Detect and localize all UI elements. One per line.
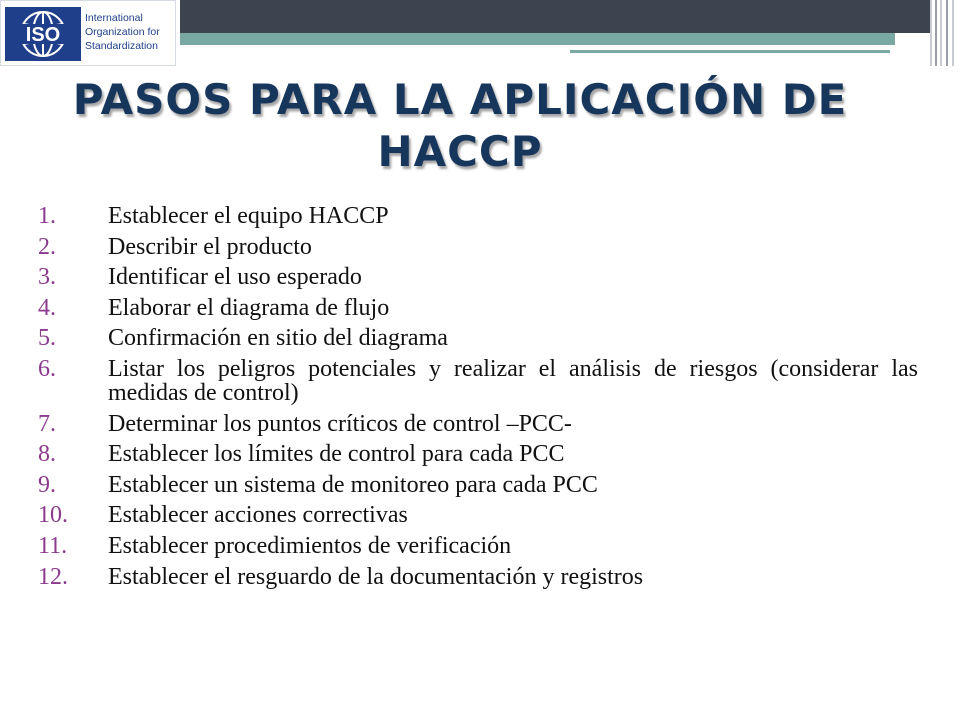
step-number: 12.	[38, 563, 68, 590]
haccp-steps-list	[38, 204, 918, 595]
step-number: 10.	[38, 502, 68, 529]
list-item	[38, 265, 918, 289]
list-item	[38, 412, 918, 436]
step-number: 7.	[38, 410, 56, 437]
iso-globe-icon	[5, 7, 81, 61]
step-number: 2.	[38, 233, 56, 260]
list-item	[38, 442, 918, 466]
step-number: 3.	[38, 264, 56, 291]
step-text: Establecer procedimientos de verificación	[108, 532, 512, 559]
step-text: Establecer el equipo HACCP	[108, 203, 389, 229]
step-text: Establecer el resguardo de la documentación y registros	[108, 563, 644, 590]
list-item	[38, 357, 918, 405]
step-text: Listar los peligros potenciales y realizar el análisis de riesgos (considerar las medidas de control)	[108, 355, 918, 406]
slide-title-line-1: PASOS PARA LA APLICACIÓN DE	[72, 75, 848, 124]
iso-logo-line: Standardization	[85, 40, 158, 52]
top-banner-line	[570, 50, 890, 53]
iso-logo-text	[85, 11, 175, 53]
step-number: 6.	[38, 355, 56, 382]
top-banner-dark	[180, 0, 960, 33]
iso-logo-line: International	[85, 12, 143, 24]
step-number: 8.	[38, 441, 56, 468]
step-number: 4.	[38, 294, 56, 321]
iso-mark-text: ISO	[25, 24, 61, 46]
slide-title	[60, 74, 860, 178]
slide-title-line-2: HACCP	[377, 127, 543, 176]
step-text: Determinar los puntos críticos de control –PCC-	[108, 410, 572, 437]
list-item	[38, 503, 918, 527]
list-item	[38, 565, 918, 589]
iso-logo	[0, 0, 176, 66]
step-text: Establecer los límites de control para cada PCC	[108, 441, 565, 468]
top-banner-bars	[930, 0, 960, 66]
step-text: Establecer acciones correctivas	[108, 502, 408, 529]
step-text: Describir el producto	[108, 233, 312, 260]
iso-logo-mark	[5, 7, 81, 61]
list-item	[38, 235, 918, 259]
step-number: 5.	[38, 325, 56, 352]
list-item	[38, 534, 918, 558]
list-item	[38, 473, 918, 497]
list-item	[38, 204, 918, 228]
step-text: Confirmación en sitio del diagrama	[108, 325, 448, 352]
step-number: 9.	[38, 471, 56, 498]
step-number: 11.	[38, 532, 68, 559]
step-text: Identificar el uso esperado	[108, 264, 362, 291]
list-item	[38, 326, 918, 350]
step-number: 1.	[38, 203, 56, 229]
list-item	[38, 296, 918, 320]
step-text: Elaborar el diagrama de flujo	[108, 294, 390, 321]
step-text: Establecer un sistema de monitoreo para cada PCC	[108, 471, 598, 498]
iso-logo-line: Organization for	[85, 26, 160, 38]
top-banner-teal	[180, 33, 895, 45]
